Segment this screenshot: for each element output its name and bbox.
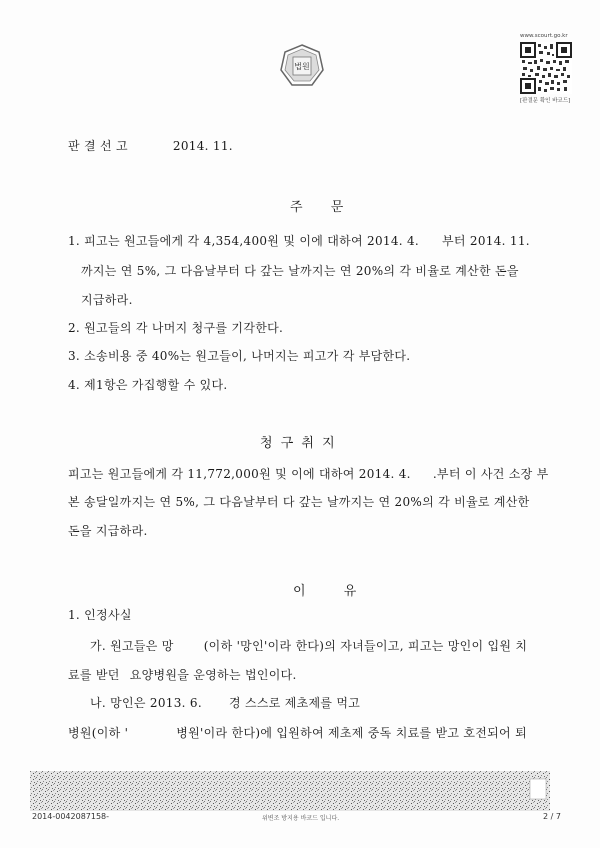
order-line-2: 까지는 연 5%, 그 다음날부터 다 갚는 날까지는 연 20%의 각 비율로 계산한 돈을 — [81, 264, 519, 278]
document-number: 2014-0042087158- — [32, 812, 110, 821]
order-line-4: 2. 원고들의 각 나머지 청구를 기각한다. — [68, 321, 284, 335]
qr-code-icon — [520, 42, 572, 94]
judgment-date-label: 판 결 선 고 — [68, 139, 128, 153]
order-line-5: 3. 소송비용 중 40%는 원고들이, 나머지는 피고가 각 부담한다. — [68, 349, 411, 363]
claim-line-2: 본 송달일까지는 연 5%, 그 다음날부터 다 갚는 날까지는 연 20%의 각 비율로 계산한 — [68, 495, 530, 509]
order-heading: 주 문 — [290, 200, 346, 215]
claim-heading: 청 구 취 지 — [260, 436, 337, 451]
reasons-line-5: 병원(이하 ' 병원'이라 한다)에 입원하여 제초제 중독 치료를 받고 호전되어 퇴 — [68, 726, 527, 740]
order-line-1: 1. 피고는 원고들에게 각 4,354,400원 및 이에 대하여 2014. 4. 부터 2014. 11. — [68, 234, 530, 248]
claim-line-1: 피고는 원고들에게 각 11,772,000원 및 이에 대하여 2014. 4. .부터 이 사건 소장 부 — [68, 467, 549, 481]
reasons-line-2: 가. 원고들은 망 (이하 '망인'이라 한다)의 자녀들이고, 피고는 망인이 입원 치 — [90, 639, 528, 653]
qr-caption: [판결문 확인 바코드] — [520, 98, 571, 104]
seal-text: 법원 — [294, 62, 310, 71]
judgment-date-row — [68, 137, 233, 154]
page-number: 2 / 7 — [543, 812, 561, 821]
footer-note: 위변조 방지용 바코드 입니다. — [262, 815, 340, 822]
reasons-line-3: 료를 받던 요양병원을 운영하는 법인이다. — [68, 668, 297, 682]
anti-forgery-barcode — [30, 771, 550, 811]
reasons-heading: 이 유 — [293, 584, 359, 599]
reasons-line-4: 나. 망인은 2013. 6. 경 스스로 제초제를 먹고 — [90, 696, 361, 710]
qr-url: www.scourt.go.kr — [520, 33, 568, 39]
order-line-3: 지급하라. — [81, 293, 133, 307]
claim-line-3: 돈을 지급하라. — [68, 524, 148, 538]
judgment-date-value: 2014. 11. — [172, 139, 233, 153]
order-line-6: 4. 제1항은 가집행할 수 있다. — [68, 378, 228, 392]
court-seal-icon — [279, 43, 325, 89]
reasons-line-1: 1. 인정사실 — [68, 608, 132, 622]
